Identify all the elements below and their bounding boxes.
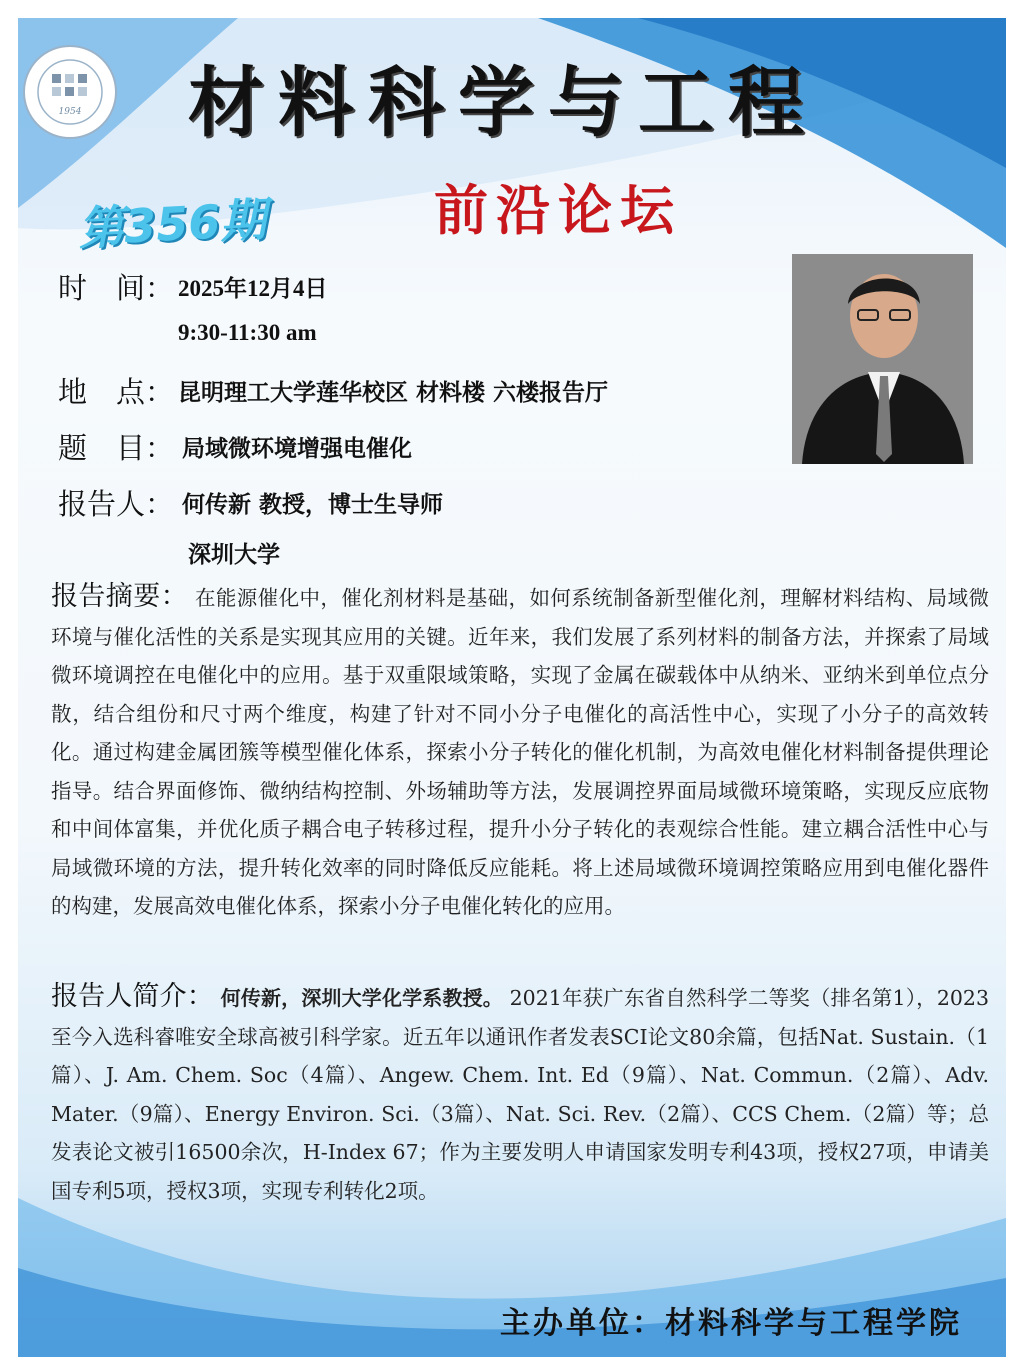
poster-title: 材料科学与工程 (188, 58, 818, 147)
issue-number: 第356期 (76, 192, 268, 256)
abstract-paragraph (51, 578, 989, 926)
time-hours: 9:30-11:30 am (178, 320, 317, 345)
speaker-label: 报告人： (58, 487, 175, 521)
logo-year: 1954 (58, 107, 82, 117)
topic-label: 题 目： (58, 431, 175, 465)
poster (18, 18, 1006, 1357)
bio-lead: 何传新，深圳大学化学系教授。 (220, 986, 503, 1010)
bio-heading: 报告人简介： (51, 981, 214, 1012)
bio-paragraph (51, 978, 989, 1210)
speaker-photo (792, 254, 973, 464)
time-label: 时 间： (58, 271, 175, 305)
speaker-affiliation: 深圳大学 (188, 542, 280, 568)
forum-subtitle: 前沿论坛 (434, 179, 682, 242)
abstract-text: 在能源催化中，催化剂材料是基础，如何系统制备新型催化剂，理解材料结构、局域微环境与催化活性的关系是实现其应用的关键。近年来，我们发展了系列材料的制备方法，并探索了局域微环境调控在电催化中的应用。基于双重限域策略，实现了金属在碳载体中从纳米、亚纳米到单位点分散，结合组份和尺寸两个维度，构建了针对不同小分子电催化的高活性中心，实现了小分子的高效转化。通过构建金属团簇等模型催化体系，探索小分子转化的催化机制，为高效电催化材料制备提供理论指导。结合界面修饰、微纳结构控制、外场辅助等方法，发展调控界面局域微环境策略，实现反应底物和中间体富集，并优化质子耦合电子转移过程，提升小分子转化的表观综合性能。建立耦合活性中心与局域微环境的方法，提升转化效率的同时降低反应能耗。将上述局域微环境调控策略应用到电催化器件的构建，发展高效电催化体系，探索小分子电催化转化的应用。 (51, 586, 989, 918)
university-logo (22, 44, 118, 140)
place-value: 昆明理工大学莲华校区 材料楼 六楼报告厅 (178, 380, 609, 406)
abstract-heading: 报告摘要： (51, 581, 189, 612)
bio-text: 2021年获广东省自然科学二等奖（排名第1），2023至今入选科睿唯安全球高被引科学家。近五年以通讯作者发表SCI论文80余篇，包括Nat. Sustain.（1篇）、J. Am. Chem. Soc（4篇）、Angew. Chem. Int. Ed（9篇）、Nat. Commun.（2篇）、Adv. Mater.（9篇）、Energy Environ. Sci.（3篇）、Nat. Sci. Rev.（2篇）、CCS Chem.（2篇）等；总发表论文被引16500余次，H-Index 67；作为主要发明人申请国家发明专利43项，授权27项，申请美国专利5项，授权3项，实现专利转化2项。 (51, 986, 989, 1203)
organizer: 主办单位：材料科学与工程学院 (500, 1306, 962, 1341)
time-date: 2025年12月4日 (178, 276, 328, 301)
place-label: 地 点： (58, 375, 175, 409)
speaker-value: 何传新 教授，博士生导师 (182, 492, 444, 518)
topic-value: 局域微环境增强电催化 (182, 436, 412, 462)
